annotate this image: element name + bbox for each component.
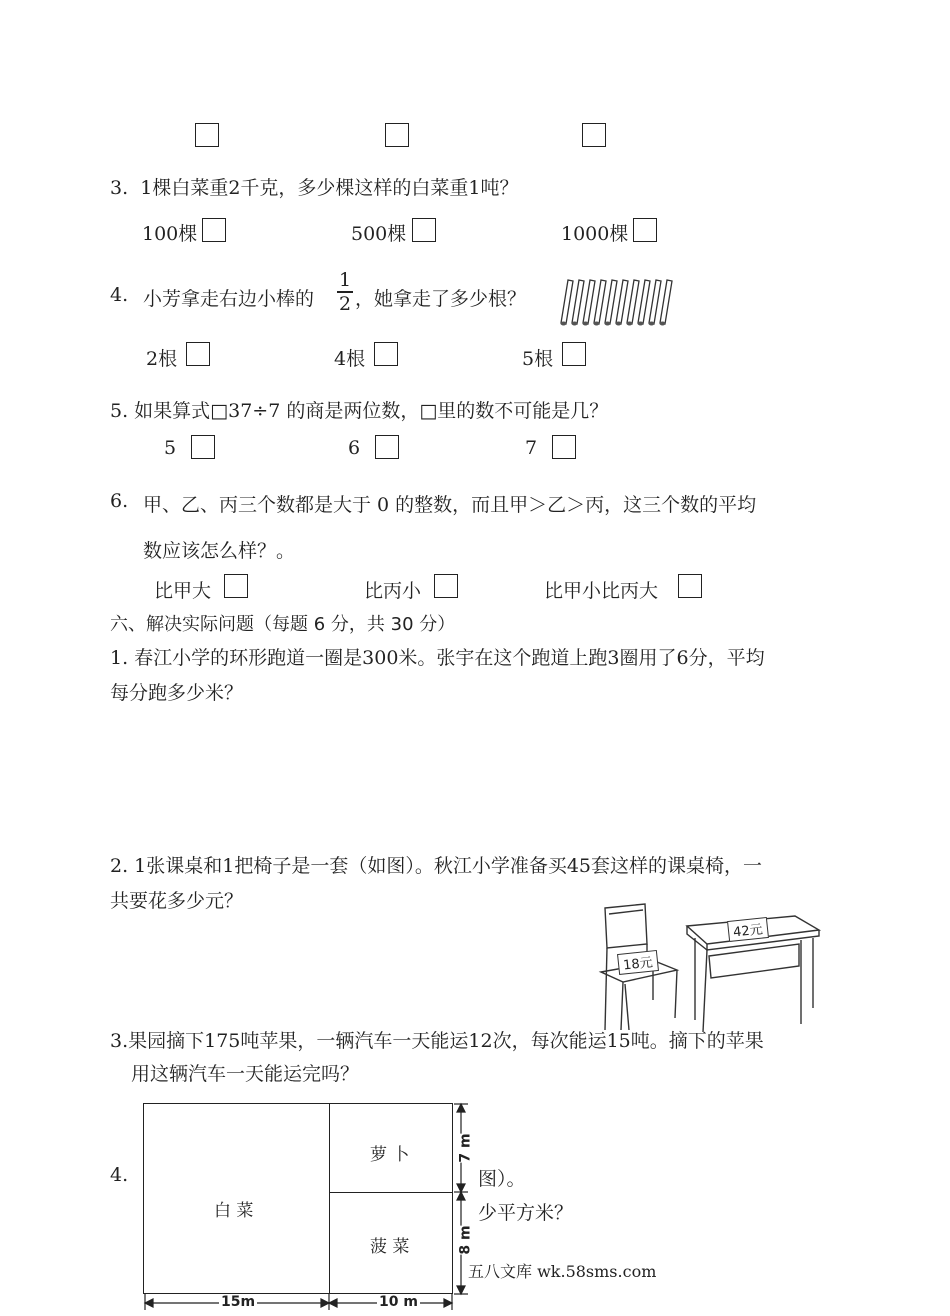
answer-box[interactable] (191, 435, 215, 459)
question-3: 3. 1棵白菜重2千克，多少棵这样的白菜重1吨？ (110, 177, 519, 199)
q4-text-after: ，她拿走了多少根？ (355, 288, 527, 310)
dimension-right-width: 10 m (379, 1294, 418, 1310)
plot-label-radish: 萝 卜 (370, 1145, 410, 1165)
q5-option-3: 7 (525, 437, 538, 459)
q4-option-3: 5根 (522, 348, 554, 370)
problem-2-line-1: 2. 1张课桌和1把椅子是一套（如图）。秋江小学准备买45套这样的课桌椅，一 (110, 855, 763, 877)
problem-1-line-1: 1. 春江小学的环形跑道一圈是300米。张宇在这个跑道上跑3圈用了6分，平均 (110, 647, 765, 669)
section-title: 六、解决实际问题（每题 6 分，共 30 分） (110, 614, 456, 635)
watermark: 五八文库 wk.58sms.com (468, 1262, 657, 1281)
problem-3-line-1: 3.果园摘下175吨苹果，一辆汽车一天能运12次，每次能运15吨。摘下的苹果 (110, 1030, 764, 1052)
problem-4-text-b: 少平方米？ (478, 1202, 574, 1224)
answer-box[interactable] (562, 342, 586, 366)
q3-option-2: 500棵 (351, 223, 407, 245)
problem-4-number: 4. (110, 1164, 129, 1186)
q6-line-2: 数应该怎么样？。 (143, 540, 296, 562)
q5-option-1: 5 (164, 437, 177, 459)
problem-3-line-2: 用这辆汽车一天能运完吗？ (131, 1063, 360, 1085)
dimension-top-height: 7 m (457, 1133, 474, 1163)
answer-box[interactable] (224, 574, 248, 598)
q6-number: 6. (110, 490, 129, 512)
dimension-lines (140, 1100, 480, 1316)
problem-2-line-2: 共要花多少元？ (110, 890, 244, 912)
q6-option-3: 比甲小比丙大 (544, 580, 659, 602)
problem-1-line-2: 每分跑多少米？ (110, 682, 244, 704)
answer-box[interactable] (434, 574, 458, 598)
question-5: 5. 如果算式□37÷7 的商是两位数，□里的数不可能是几？ (110, 400, 609, 422)
answer-box[interactable] (375, 435, 399, 459)
q4-option-1: 2根 (146, 348, 178, 370)
desk-price-tag: 42元 (727, 917, 769, 942)
q4-number: 4. (110, 284, 129, 306)
problem-4-text-a: 图）。 (478, 1168, 526, 1190)
answer-box[interactable] (633, 218, 657, 242)
answer-box[interactable] (374, 342, 398, 366)
fraction-one-half: 1 2 (338, 269, 352, 315)
answer-box[interactable] (385, 123, 409, 147)
sticks-icon (558, 275, 683, 329)
plot-label-cabbage: 白 菜 (214, 1201, 254, 1221)
answer-box[interactable] (202, 218, 226, 242)
answer-box[interactable] (552, 435, 576, 459)
q5-option-2: 6 (348, 437, 361, 459)
answer-box[interactable] (582, 123, 606, 147)
plot-label-spinach: 菠 菜 (370, 1237, 410, 1257)
q3-option-3: 1000棵 (561, 223, 629, 245)
answer-box[interactable] (678, 574, 702, 598)
q6-option-2: 比丙小 (364, 580, 422, 602)
chair-price-tag: 18元 (617, 950, 659, 975)
dimension-bottom-height: 8 m (457, 1225, 474, 1255)
q6-line-1: 甲、乙、丙三个数都是大于 0 的整数，而且甲＞乙＞丙，这三个数的平均 (143, 494, 757, 516)
dimension-left-width: 15m (221, 1294, 256, 1310)
q6-option-1: 比甲大 (154, 580, 212, 602)
q4-option-2: 4根 (334, 348, 366, 370)
q3-option-1: 100棵 (142, 223, 198, 245)
answer-box[interactable] (195, 123, 219, 147)
answer-box[interactable] (412, 218, 436, 242)
answer-box[interactable] (186, 342, 210, 366)
q4-text-before: 小芳拿走右边小棒的 (143, 288, 315, 310)
